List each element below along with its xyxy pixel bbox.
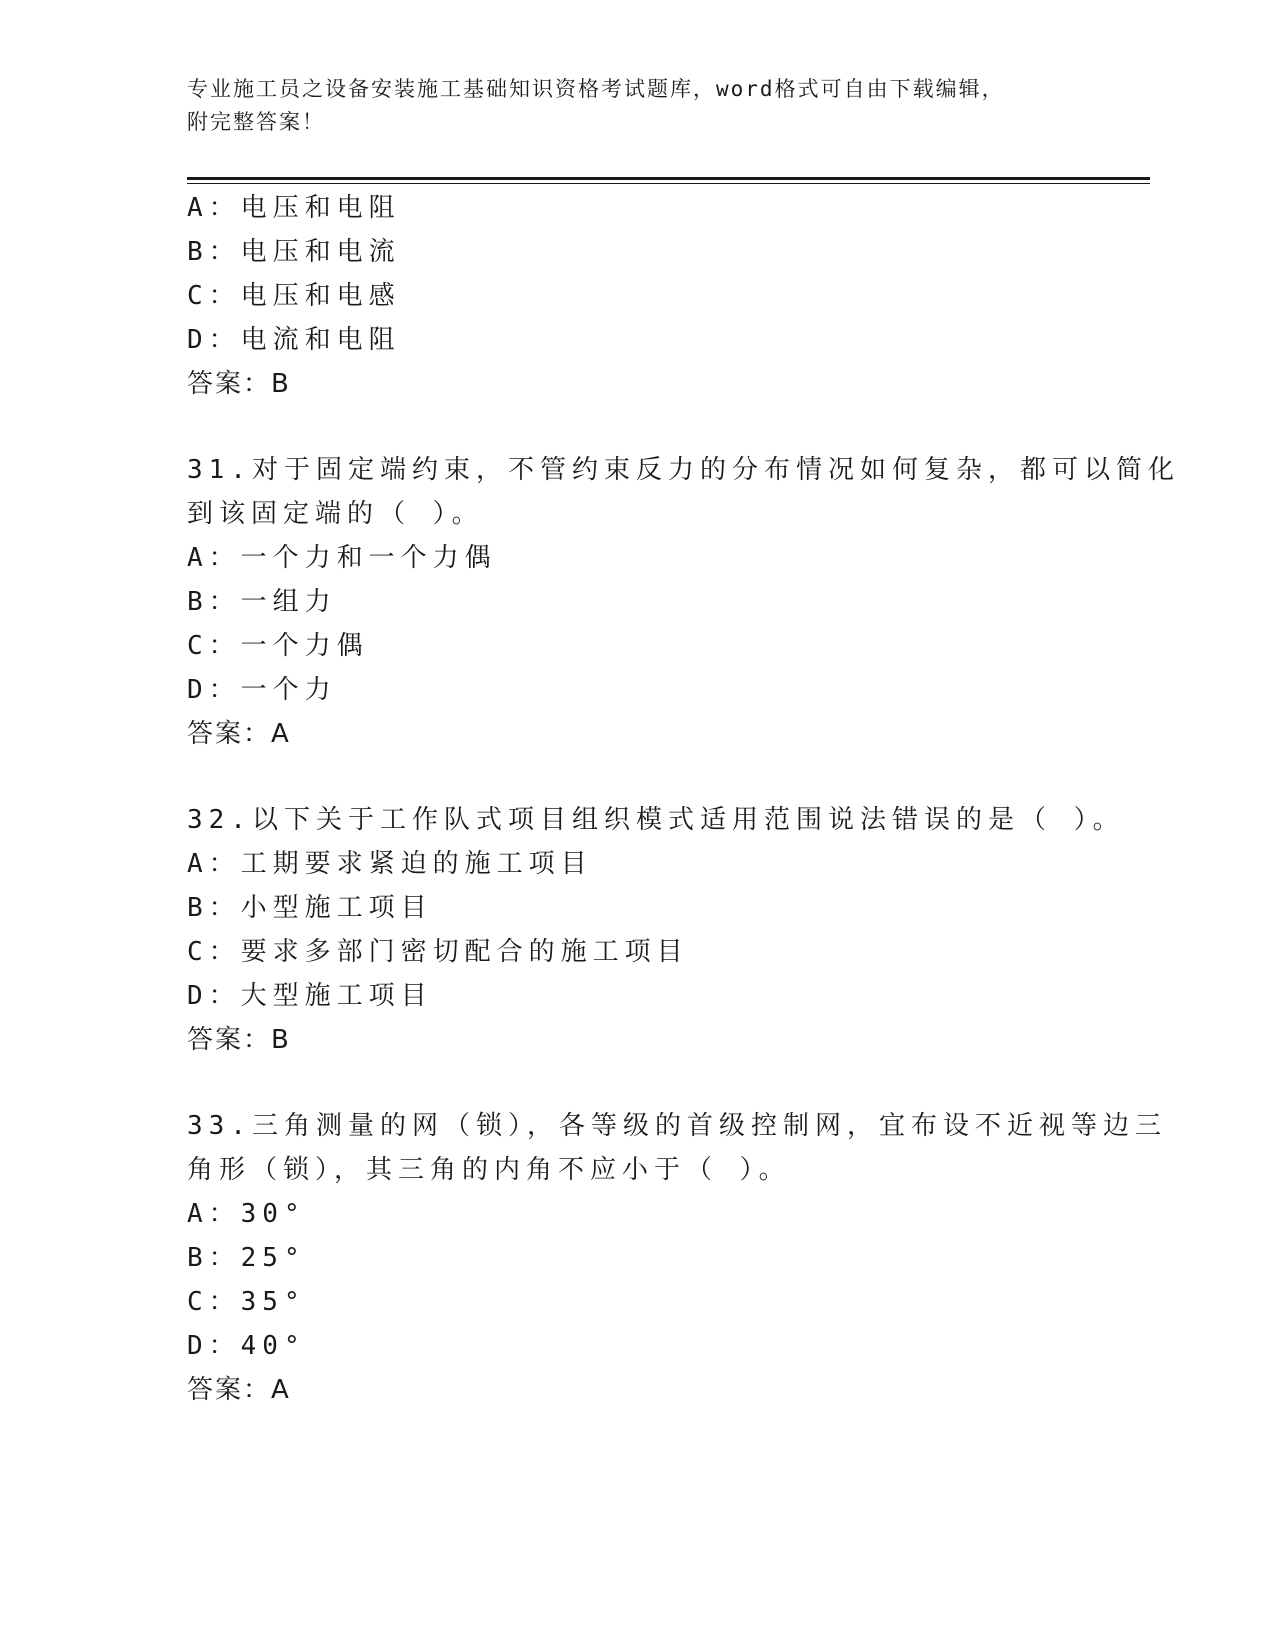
q32-option-d: D：大型施工项目 bbox=[187, 981, 433, 1011]
q31-question-line-2: 到该固定端的（ ）。 bbox=[187, 499, 484, 529]
q31-option-b: B：一组力 bbox=[187, 587, 337, 617]
q30-option-c: C：电压和电感 bbox=[187, 281, 401, 311]
q33-option-c: C：35° bbox=[187, 1287, 306, 1317]
header-line-1: 专业施工员之设备安装施工基础知识资格考试题库，word格式可自由下载编辑， bbox=[187, 77, 1005, 101]
q33-option-a: A：30° bbox=[187, 1199, 306, 1229]
q30-option-b: B：电压和电流 bbox=[187, 237, 401, 267]
q32-question-line-1: 32.以下关于工作队式项目组织模式适用范围说法错误的是（ ）。 bbox=[187, 805, 1125, 835]
q30-answer: 答案：B bbox=[187, 369, 291, 399]
q31-answer: 答案：A bbox=[187, 719, 291, 749]
q31-option-c: C：一个力偶 bbox=[187, 631, 369, 661]
q31-option-a: A：一个力和一个力偶 bbox=[187, 543, 497, 573]
header-divider-thick bbox=[187, 177, 1150, 180]
q33-question-line-2: 角形（锁），其三角的内角不应小于（ ）。 bbox=[187, 1155, 791, 1185]
q33-question-line-1: 33.三角测量的网（锁），各等级的首级控制网，宜布设不近视等边三 bbox=[187, 1111, 1167, 1141]
document-header bbox=[187, 73, 1087, 139]
q31-question-line-1: 31.对于固定端约束，不管约束反力的分布情况如何复杂，都可以简化 bbox=[187, 455, 1180, 485]
q32-option-c: C：要求多部门密切配合的施工项目 bbox=[187, 937, 689, 967]
q32-option-a: A：工期要求紧迫的施工项目 bbox=[187, 849, 593, 879]
q33-option-d: D：40° bbox=[187, 1331, 306, 1361]
q31-option-d: D：一个力 bbox=[187, 675, 337, 705]
q33-option-b: B：25° bbox=[187, 1243, 306, 1273]
header-divider-thin bbox=[187, 183, 1150, 184]
q30-option-a: A：电压和电阻 bbox=[187, 193, 401, 223]
q32-answer: 答案：B bbox=[187, 1025, 291, 1055]
q30-option-d: D：电流和电阻 bbox=[187, 325, 401, 355]
q32-option-b: B：小型施工项目 bbox=[187, 893, 433, 923]
header-line-2: 附完整答案！ bbox=[187, 110, 325, 134]
q33-answer: 答案：A bbox=[187, 1375, 291, 1405]
